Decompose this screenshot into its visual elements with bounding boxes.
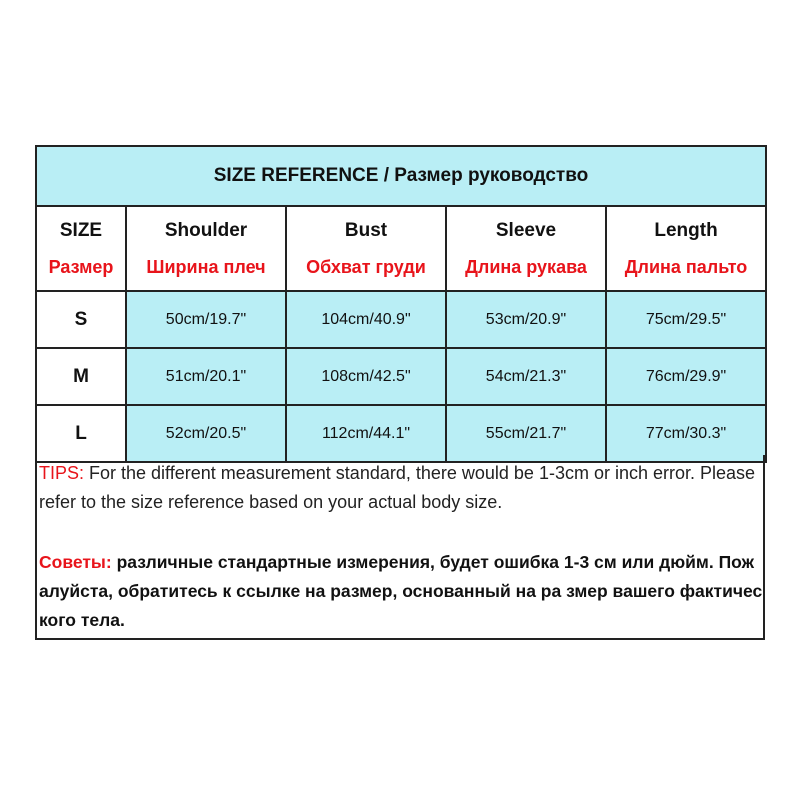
- size-cell: S: [36, 291, 126, 348]
- sovety-note: [39, 548, 763, 635]
- size-reference-table: [35, 145, 767, 463]
- header-bust: [286, 206, 446, 291]
- header-size-ru: Размер: [48, 256, 114, 277]
- shoulder-cell: 51cm/20.1": [126, 348, 286, 405]
- sleeve-cell: 53cm/20.9": [446, 291, 606, 348]
- header-shoulder-ru: Ширина плеч: [146, 256, 266, 277]
- header-size: [36, 206, 126, 291]
- table-row: [36, 405, 766, 462]
- table-row: [36, 348, 766, 405]
- shoulder-cell: 52cm/20.5": [126, 405, 286, 462]
- shoulder-cell: 50cm/19.7": [126, 291, 286, 348]
- size-cell: M: [36, 348, 126, 405]
- header-row: [36, 206, 766, 291]
- length-cell: 77cm/30.3": [606, 405, 766, 462]
- bust-cell: 112cm/44.1": [286, 405, 446, 462]
- tips-note: [39, 459, 763, 517]
- header-length-en: Length: [654, 219, 718, 241]
- notes-border-bottom: [35, 638, 765, 640]
- header-shoulder: [126, 206, 286, 291]
- header-length: [606, 206, 766, 291]
- header-sleeve-en: Sleeve: [495, 219, 557, 241]
- notes-border-left: [35, 455, 37, 640]
- tips-text: For the different measurement standard, there would be 1-3cm or inch error. Please refer to the size reference based on your actual body size.: [39, 463, 756, 512]
- bust-cell: 108cm/42.5": [286, 348, 446, 405]
- bust-cell: 104cm/40.9": [286, 291, 446, 348]
- length-cell: 76cm/29.9": [606, 348, 766, 405]
- header-length-ru: Длина пальто: [624, 256, 748, 277]
- header-size-en: SIZE: [59, 219, 103, 241]
- header-sleeve: [446, 206, 606, 291]
- header-shoulder-en: Shoulder: [164, 219, 248, 241]
- tips-label: TIPS:: [39, 463, 85, 483]
- table-row: [36, 291, 766, 348]
- sleeve-cell: 55cm/21.7": [446, 405, 606, 462]
- length-cell: 75cm/29.5": [606, 291, 766, 348]
- sovety-label: Советы:: [39, 552, 112, 572]
- notes-border-right: [763, 455, 765, 640]
- table-title: SIZE REFERENCE / Размер руководство: [36, 146, 766, 206]
- size-cell: L: [36, 405, 126, 462]
- header-sleeve-ru: Длина рукава: [465, 256, 587, 277]
- header-bust-en: Bust: [344, 219, 388, 241]
- sleeve-cell: 54cm/21.3": [446, 348, 606, 405]
- header-bust-ru: Обхват груди: [306, 256, 426, 277]
- sovety-text: различные стандартные измерения, будет ошибка 1-3 см или дюйм. Пожалуйста, обратитесь к ссылке на размер, основанный на ра змер вашего фактического тела.: [39, 552, 763, 630]
